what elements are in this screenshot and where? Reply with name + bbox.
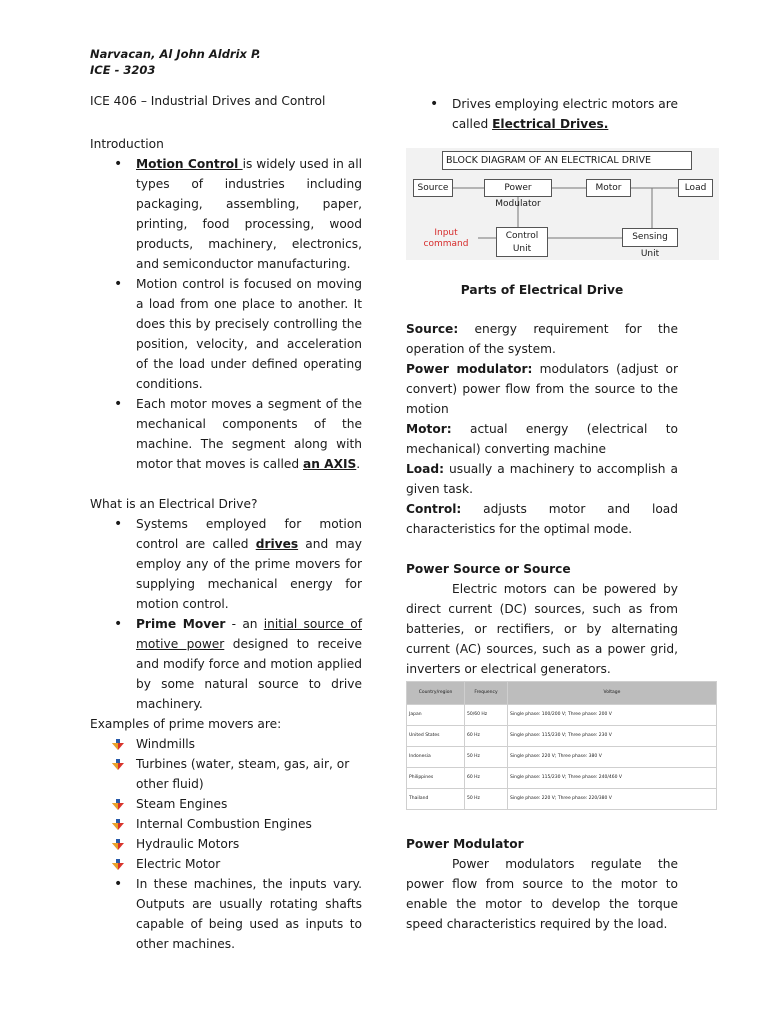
diagram-sensing-unit-box: Sensing Unit: [622, 228, 678, 247]
table-row: [407, 747, 717, 768]
item-text: Each motor moves a segment of the mechanical components of the machine. The segment along with motor that moves is called: [136, 397, 362, 471]
arrow-bullet-icon: [112, 839, 124, 850]
input-command-line: command: [423, 239, 469, 249]
list-item: [90, 274, 362, 394]
table-cell: Indonesia: [407, 747, 465, 768]
table-header: Country/region: [407, 682, 465, 705]
table-header-row: [407, 682, 717, 705]
table-cell: 60 Hz: [465, 768, 508, 789]
part-control: [406, 499, 678, 539]
table-cell: Single phase: 100/200 V; Three phase: 200 V: [508, 705, 717, 726]
part-motor: [406, 419, 678, 459]
electrical-drive-list: [406, 94, 678, 134]
term-initial-source: initial source of motive power: [136, 617, 363, 651]
item-text: Steam Engines: [136, 797, 228, 811]
document-title: ICE 406 – Industrial Drives and Control: [90, 94, 326, 108]
term-axis: an AXIS: [303, 457, 357, 471]
item-text: usually a machinery to accomplish a given task.: [406, 462, 678, 496]
table-cell: 50 Hz: [465, 747, 508, 768]
item-text: .: [356, 457, 361, 471]
author-header: [90, 46, 261, 78]
examples-heading: Examples of prime movers are:: [90, 717, 282, 731]
frequency-voltage-table: [406, 681, 717, 810]
term-source: Source:: [406, 322, 459, 336]
power-modulator-text: Power modulators regulate the power flow from source to the motor to enable the motor to develop the torque speed characteristics required by the load.: [406, 857, 678, 931]
list-item: [90, 794, 362, 814]
intro-list: [90, 154, 362, 474]
diagram-title: BLOCK DIAGRAM OF AN ELECTRICAL DRIVE: [442, 151, 692, 170]
right-column: [406, 94, 707, 934]
control-unit-line: Control: [505, 231, 539, 241]
table-row: [407, 705, 717, 726]
table-cell: 50 Hz: [465, 789, 508, 810]
term-motion-control: Motion Control: [136, 157, 243, 171]
arrow-bullet-icon: [112, 859, 124, 870]
table-cell: Japan: [407, 705, 465, 726]
item-text: Electric Motor: [136, 857, 221, 871]
list-item: [90, 874, 362, 954]
arrow-bullet-icon: [112, 759, 124, 770]
power-modulator-heading: Power Modulator: [406, 837, 524, 851]
part-load: [406, 459, 678, 499]
list-item: [90, 514, 362, 614]
item-text: and may employ any of the prime movers for supplying mechanical energy for motion control.: [136, 537, 362, 611]
part-power-modulator: [406, 359, 678, 419]
drive-heading: What is an Electrical Drive?: [90, 497, 258, 511]
item-text: adjusts motor and load characteristics for the optimal mode.: [406, 502, 678, 536]
term-drives: drives: [255, 537, 299, 551]
term-motor: Motor:: [406, 422, 452, 436]
table-cell: Single phase: 115/230 V; Three phase: 230 V: [508, 726, 717, 747]
list-item: [90, 394, 362, 474]
table-row: [407, 789, 717, 810]
list-item: [90, 614, 362, 714]
table-cell: Thailand: [407, 789, 465, 810]
table-header: Frequency: [465, 682, 508, 705]
diagram-load-box: Load: [678, 179, 713, 197]
term-load: Load:: [406, 462, 444, 476]
term-electrical-drives: Electrical Drives.: [492, 117, 609, 131]
list-item: [90, 734, 362, 754]
list-item: [406, 94, 678, 134]
table-header: Voltage: [508, 682, 717, 705]
item-text: modulators (adjust or convert) power flow from the source to the motion: [406, 362, 678, 416]
table-row: [407, 768, 717, 789]
table-cell: Single phase: 220 V; Three phase: 220/380 V: [508, 789, 717, 810]
list-item: [90, 154, 362, 274]
control-unit-line: Unit: [512, 244, 532, 254]
diagram-control-unit-box: [496, 227, 548, 257]
item-text: Drives employing electric motors are called: [452, 97, 678, 131]
item-text: designed to receive and modify force and motion applied by some natural source to drive machinery.: [136, 637, 362, 711]
table-cell: 60 Hz: [465, 726, 508, 747]
table-cell: 50/60 Hz: [465, 705, 508, 726]
diagram-source-box: Source: [413, 179, 453, 197]
power-source-heading: Power Source or Source: [406, 562, 571, 576]
table-row: [407, 726, 717, 747]
item-text: Motion control is focused on moving a load from one place to another. It does this by precisely controlling the position, velocity, and acceleration of the load under defined operating conditions.: [136, 277, 362, 391]
part-source: [406, 319, 678, 359]
item-text: - an: [225, 617, 264, 631]
term-prime-mover: Prime Mover: [136, 617, 226, 631]
power-source-text: Electric motors can be powered by direct current (DC) sources, such as from batteries, or rectifiers, or by alternating current (AC) sources, such as a power grid, inverters or electrical generators.: [406, 582, 678, 676]
author-name: Narvacan, Al John Aldrix P.: [90, 47, 261, 61]
item-text: Internal Combustion Engines: [136, 817, 312, 831]
arrow-bullet-icon: [112, 739, 124, 750]
drive-list: [90, 514, 362, 714]
table-cell: Single phase: 115/230 V; Three phase: 240/460 V: [508, 768, 717, 789]
block-diagram: [406, 148, 719, 260]
section-code: ICE - 3203: [90, 63, 156, 77]
diagram-motor-box: Motor: [586, 179, 631, 197]
table-cell: United States: [407, 726, 465, 747]
item-text: In these machines, the inputs vary. Outputs are usually rotating shafts capable of being used as inputs to other machines.: [136, 877, 362, 951]
list-item: [90, 814, 362, 834]
intro-heading: Introduction: [90, 137, 164, 151]
machines-list: [90, 874, 362, 954]
table-cell: Philippines: [407, 768, 465, 789]
diagram-input-command: [416, 228, 476, 250]
parts-heading: Parts of Electrical Drive: [460, 283, 624, 297]
left-column: [90, 134, 362, 954]
item-text: Windmills: [136, 737, 196, 751]
item-text: Hydraulic Motors: [136, 837, 240, 851]
prime-mover-list: [90, 734, 362, 874]
list-item: [90, 754, 362, 794]
diagram-power-modulator-box: Power Modulator: [484, 179, 552, 197]
arrow-bullet-icon: [112, 819, 124, 830]
item-text: actual energy (electrical to mechanical) converting machine: [406, 422, 678, 456]
list-item: [90, 834, 362, 854]
arrow-bullet-icon: [112, 799, 124, 810]
item-text: is widely used in all types of industries including packaging, assembling, paper, printing, food processing, wood products, machinery, electronics, and semiconductor manufacturing.: [136, 157, 363, 271]
input-command-line: Input: [434, 228, 458, 238]
item-text: Systems employed for motion control are called: [136, 517, 362, 551]
list-item: [90, 854, 362, 874]
term-power-modulator: Power modulator:: [406, 362, 533, 376]
item-text: energy requirement for the operation of the system.: [406, 322, 678, 356]
item-text: Turbines (water, steam, gas, air, or other fluid): [136, 757, 350, 791]
table-cell: Single phase: 220 V; Three phase: 380 V: [508, 747, 717, 768]
term-control: Control:: [406, 502, 462, 516]
